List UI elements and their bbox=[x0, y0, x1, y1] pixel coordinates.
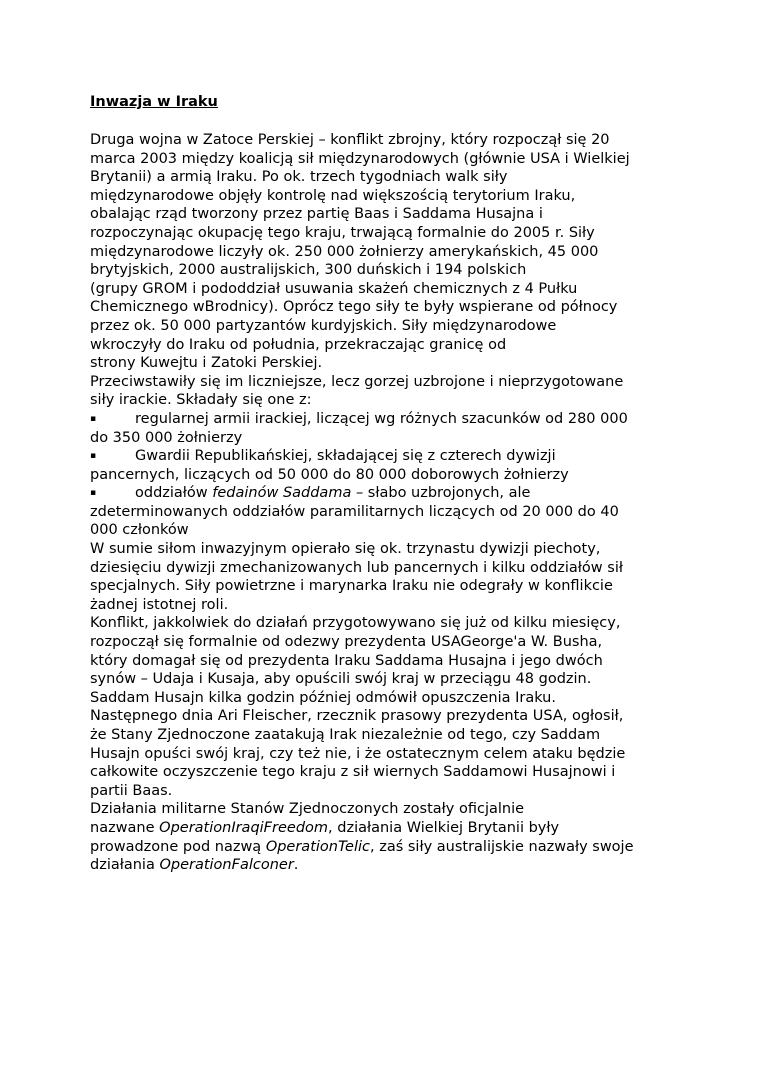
text-line: że Stany Zjednoczone zaatakują Irak niezależnie od tego, czy Saddam bbox=[90, 727, 601, 743]
text-line: marca 2003 między koalicją sił międzynarodowych (głównie USA i Wielkiej bbox=[90, 150, 630, 167]
text-line: partii Baas. bbox=[90, 782, 173, 799]
bullet-icon: ▪ bbox=[90, 413, 97, 424]
text-span: , zaś siły australijskie nazwały swoje bbox=[370, 838, 634, 855]
bullet-text: – słabo uzbrojonych, ale bbox=[351, 485, 531, 502]
text-line: żadnej istotnej roli. bbox=[90, 596, 229, 613]
text-line: Przeciwstawiły się im liczniejsze, lecz gorzej uzbrojone i nieprzygotowane bbox=[90, 373, 624, 390]
text-line: Działania militarne Stanów Zjednoczonych zostały oficjalnie bbox=[90, 801, 525, 818]
text-line: synów – Udaja i Kusaja, aby opuścili swój kraj w przeciągu 48 godzin. bbox=[90, 671, 592, 688]
text-line: zdeterminowanych oddziałów paramilitarnych liczących od 20 000 do 40 bbox=[90, 503, 619, 520]
text-span: . bbox=[293, 857, 299, 874]
text-span: prowadzone pod nazwą bbox=[90, 838, 266, 855]
bullet-icon: ▪ bbox=[90, 451, 97, 462]
text-line: do 350 000 żołnierzy bbox=[90, 429, 243, 446]
bullet-item bbox=[90, 447, 680, 466]
document-body bbox=[90, 131, 680, 875]
text-span: działania bbox=[90, 857, 160, 874]
text-line: Brytanii) a armią Iraku. Po ok. trzech tygodniach walk siły bbox=[90, 169, 508, 186]
bullet-text: regularnej armii irackiej, liczącej wg różnych szacunków od 280 000 bbox=[135, 410, 628, 427]
bullet-italic-text: fedainów Saddama bbox=[212, 485, 352, 502]
text-line: siły irackie. Składały się one z: bbox=[90, 392, 312, 409]
text-span: nazwane bbox=[90, 819, 160, 836]
text-line bbox=[90, 838, 680, 857]
bullet-text: Gwardii Republikańskiej, składającej się z czterech dywizji bbox=[135, 448, 556, 465]
bullet-item bbox=[90, 484, 680, 503]
text-line: Chemicznego wBrodnicy). Oprócz tego siły te były wspierane od północy bbox=[90, 299, 618, 316]
bullet-item bbox=[90, 410, 680, 429]
text-line: specjalnych. Siły powietrzne i marynarka Iraku nie odegrały w konflikcie bbox=[90, 578, 613, 595]
text-line: rozpoczynając okupację tego kraju, trwającą formalnie do 2005 r. Siły bbox=[90, 224, 595, 241]
italic-text: OperationFalconer bbox=[159, 857, 294, 874]
text-line: Następnego dnia Ari Fleischer, rzecznik prasowy prezydenta USA, ogłosił, bbox=[90, 708, 624, 725]
text-line: międzynarodowe liczyły ok. 250 000 żołnierzy amerykańskich, 45 000 bbox=[90, 243, 599, 260]
text-line: Konflikt, jakkolwiek do działań przygotowywano się już od kilku miesięcy, bbox=[90, 615, 621, 632]
text-line: pancernych, liczących od 50 000 do 80 000 doborowych żołnierzy bbox=[90, 466, 569, 483]
text-line: który domagał się od prezydenta Iraku Saddama Husajna i jego dwóch bbox=[90, 652, 603, 669]
text-line bbox=[90, 856, 680, 875]
document-title: Inwazja w Iraku bbox=[90, 94, 218, 110]
text-span: , działania Wielkiej Brytanii były bbox=[328, 819, 560, 836]
text-line: wkroczyły do Iraku od południa, przekraczając granicę od bbox=[90, 336, 507, 353]
text-line: Husajn opuści swój kraj, czy też nie, i że ostatecznym celem ataku będzie bbox=[90, 745, 626, 762]
bullet-icon: ▪ bbox=[90, 488, 97, 499]
text-line: 000 członków bbox=[90, 522, 189, 539]
text-line: strony Kuwejtu i Zatoki Perskiej. bbox=[90, 355, 323, 372]
text-line: brytyjskich, 2000 australijskich, 300 duńskich i 194 polskich bbox=[90, 262, 527, 279]
text-line: międzynarodowe objęły kontrolę nad większością terytorium Iraku, bbox=[90, 187, 576, 204]
bullet-text: oddziałów bbox=[135, 485, 213, 502]
text-line: Saddam Husajn kilka godzin później odmówił opuszczenia Iraku. bbox=[90, 689, 556, 706]
italic-text: OperationIraqiFreedom bbox=[159, 819, 329, 836]
text-line: dziesięciu dywizji zmechanizowanych lub pancernych i kilku oddziałów sił bbox=[90, 559, 623, 576]
text-line: całkowite oczyszczenie tego kraju z sił wiernych Saddamowi Husajnowi i bbox=[90, 764, 616, 781]
text-line: przez ok. 50 000 partyzantów kurdyjskich. Siły międzynarodowe bbox=[90, 317, 557, 334]
text-line bbox=[90, 819, 680, 838]
document-page bbox=[90, 93, 680, 875]
text-line: rozpoczął się formalnie od odezwy prezydenta USAGeorge'a W. Busha, bbox=[90, 634, 603, 651]
text-line: Druga wojna w Zatoce Perskiej – konflikt zbrojny, który rozpoczął się 20 bbox=[90, 132, 610, 148]
text-line: (grupy GROM i pododdział usuwania skażeń chemicznych z 4 Pułku bbox=[90, 280, 578, 297]
text-line: W sumie siłom inwazyjnym opierało się ok. trzynastu dywizji piechoty, bbox=[90, 541, 601, 558]
text-line: obalając rząd tworzony przez partię Baas i Saddama Husajna i bbox=[90, 206, 543, 223]
italic-text: OperationTelic bbox=[265, 838, 370, 855]
